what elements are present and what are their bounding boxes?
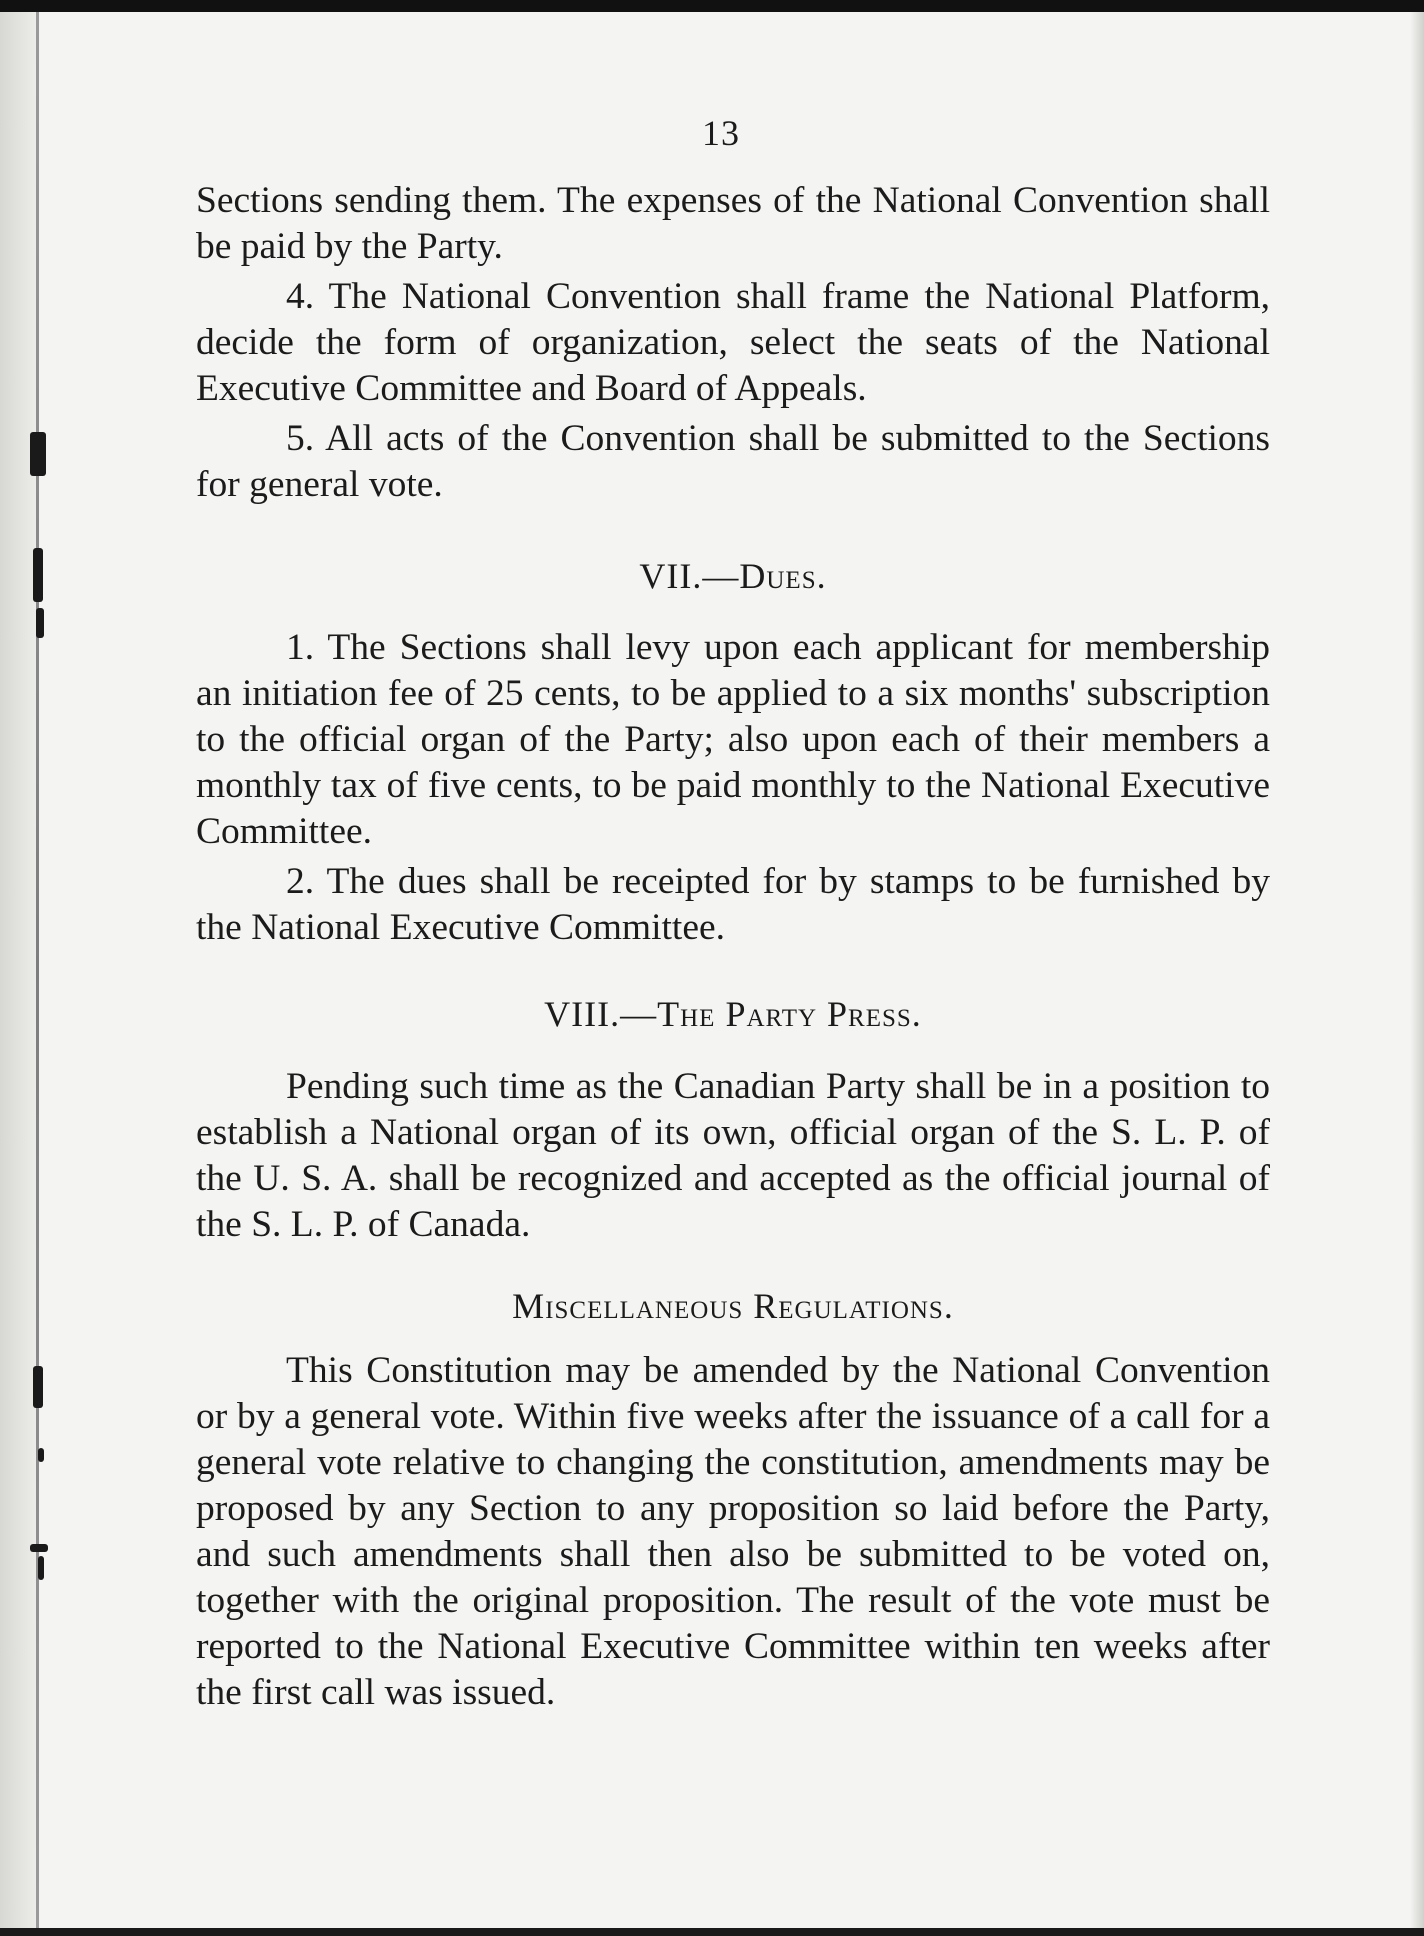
misc-paragraphs bbox=[196, 1348, 1270, 1720]
paragraph: Sections sending them. The expenses of the National Convention shall be paid by the Party. bbox=[196, 180, 1270, 267]
binding-mark bbox=[33, 1366, 43, 1408]
paragraph: 2. The dues shall be receipted for by stamps to be furnished by the National Executive Committee. bbox=[196, 861, 1270, 948]
page-right-shadow bbox=[1410, 12, 1424, 1928]
page-bottom-edge bbox=[0, 1928, 1424, 1936]
binding-mark bbox=[30, 1544, 48, 1552]
paragraph: 1. The Sections shall levy upon each applicant for membership an initiation fee of 25 cents, to be applied to a six months' subscription to the official organ of the Party; also upon each of their members a monthly tax of five cents, to be paid monthly to the National Executive Committee. bbox=[196, 627, 1270, 852]
section-heading-dues: VII.—Dues. bbox=[639, 556, 827, 596]
page-number: 13 bbox=[702, 113, 740, 153]
opening-paragraphs bbox=[196, 178, 1270, 512]
binding-mark bbox=[30, 432, 46, 476]
binding-mark bbox=[33, 548, 43, 602]
paragraph: This Constitution may be amended by the National Convention or by a general vote. Within five weeks after the issuance of a call for a general vote relative to changing the constitution, amendments may be proposed by any Section to any proposition so laid before the Party, and such amendments shall then also be submitted to be voted on, together with the original proposition. The result of the vote must be reported to the National Executive Committee within ten weeks after the first call was issued. bbox=[196, 1350, 1270, 1713]
binding-mark bbox=[36, 608, 44, 638]
section-heading-misc: Miscellaneous Regulations. bbox=[512, 1286, 954, 1326]
page-left-shadow bbox=[0, 12, 36, 1928]
section-heading-party-press: VIII.—The Party Press. bbox=[544, 994, 922, 1034]
binding-mark bbox=[38, 1556, 44, 1580]
paragraph: 4. The National Convention shall frame the National Platform, decide the form of organization, select the seats of the National Executive Committee and Board of Appeals. bbox=[196, 276, 1270, 409]
dues-paragraphs bbox=[196, 625, 1270, 955]
binding-mark bbox=[38, 1448, 44, 1462]
paragraph: 5. All acts of the Convention shall be submitted to the Sections for general vote. bbox=[196, 418, 1270, 505]
binding-fold bbox=[36, 12, 39, 1928]
party-press-paragraphs bbox=[196, 1064, 1270, 1252]
paragraph: Pending such time as the Canadian Party shall be in a position to establish a National organ of its own, official organ of the S. L. P. of the U. S. A. shall be recognized and accepted as the official journal of the S. L. P. of Canada. bbox=[196, 1066, 1270, 1245]
page-top-edge bbox=[0, 0, 1424, 12]
